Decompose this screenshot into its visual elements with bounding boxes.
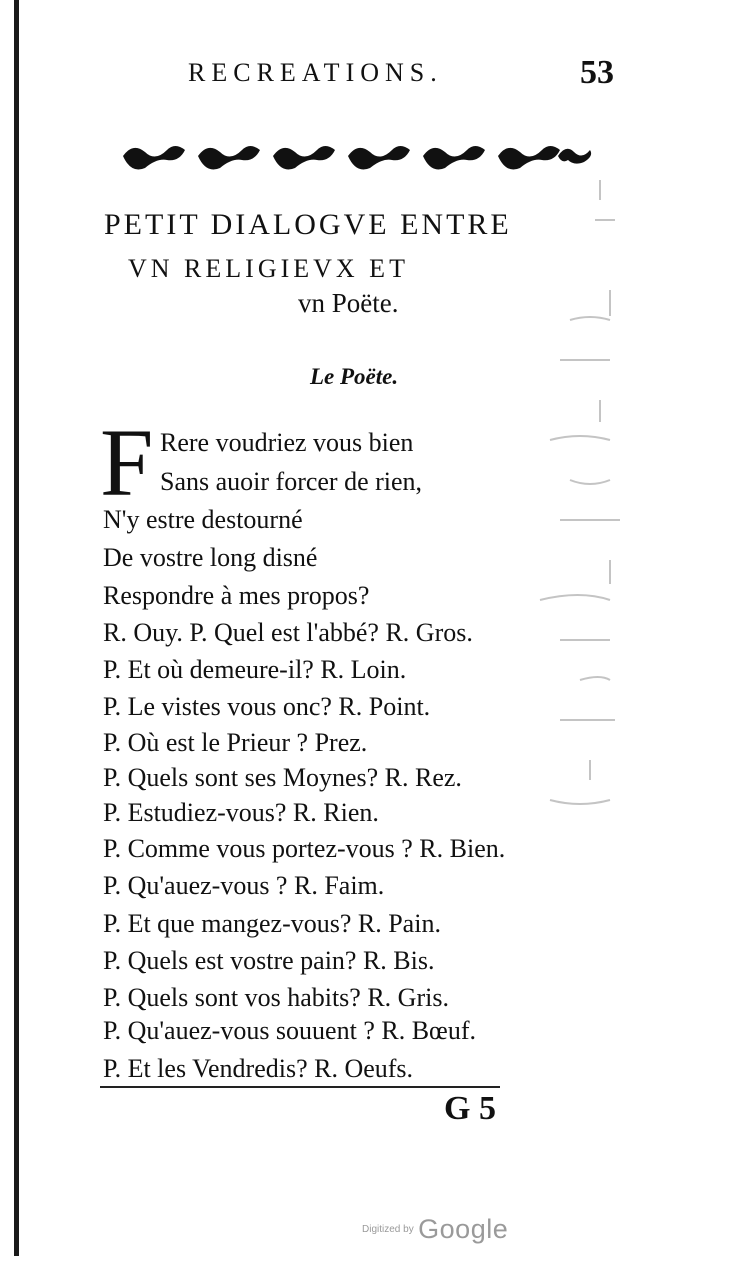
dialogue-line: P. Qu'auez-vous souuent ? R. Bœuf. bbox=[103, 1016, 476, 1045]
book-spine-edge bbox=[14, 0, 19, 1256]
bleed-through-icon bbox=[500, 160, 630, 860]
dialogue-line: N'y estre destourné bbox=[103, 505, 303, 534]
page-number: 53 bbox=[580, 54, 614, 91]
digitized-watermark bbox=[362, 1214, 508, 1245]
dialogue-line: P. Et où demeure-il? R. Loin. bbox=[103, 655, 407, 684]
dialogue-line: Rere voudriez vous bien bbox=[160, 428, 414, 457]
dialogue-line: P. Quels sont ses Moynes? R. Rez. bbox=[103, 763, 462, 792]
dialogue-line: De vostre long disné bbox=[103, 543, 318, 572]
dialogue-line: P. Qu'auez-vous ? R. Faim. bbox=[103, 871, 385, 900]
dialogue-line: Respondre à mes propos? bbox=[103, 581, 370, 610]
dialogue-line: Sans auoir forcer de rien, bbox=[160, 467, 423, 496]
dialogue-line: P. Comme vous portez-vous ? R. Bien. bbox=[103, 834, 506, 863]
watermark-prefix: Digitized by bbox=[362, 1224, 414, 1235]
underline-rule bbox=[100, 1086, 500, 1088]
dialogue-line: P. Estudiez-vous? R. Rien. bbox=[103, 798, 379, 827]
dialogue-line: P. Le vistes vous onc? R. Point. bbox=[103, 692, 431, 721]
dialogue-line: P. Quels est vostre pain? R. Bis. bbox=[103, 946, 435, 975]
signature-mark: G 5 bbox=[444, 1090, 496, 1127]
dialogue-line: P. Où est le Prieur ? Prez. bbox=[103, 728, 368, 757]
watermark-brand: Google bbox=[418, 1214, 509, 1244]
running-title: RECREATIONS. bbox=[188, 58, 443, 87]
dialogue-line: P. Et les Vendredis? R. Oeufs. bbox=[103, 1054, 414, 1083]
dialogue-line: P. Et que mangez-vous? R. Pain. bbox=[103, 909, 441, 938]
dialogue-line: P. Quels sont vos habits? R. Gris. bbox=[103, 983, 449, 1012]
speaker-heading: Le Poëte. bbox=[310, 364, 399, 389]
dialogue-title-line-3: vn Poëte. bbox=[298, 288, 399, 318]
dialogue-title-line-1: PETIT DIALOGVE ENTRE bbox=[104, 208, 512, 241]
dialogue-line: R. Ouy. P. Quel est l'abbé? R. Gros. bbox=[103, 618, 473, 647]
drop-cap: F bbox=[100, 409, 154, 516]
dialogue-title-line-2: VN RELIGIEVX ET bbox=[128, 254, 409, 283]
